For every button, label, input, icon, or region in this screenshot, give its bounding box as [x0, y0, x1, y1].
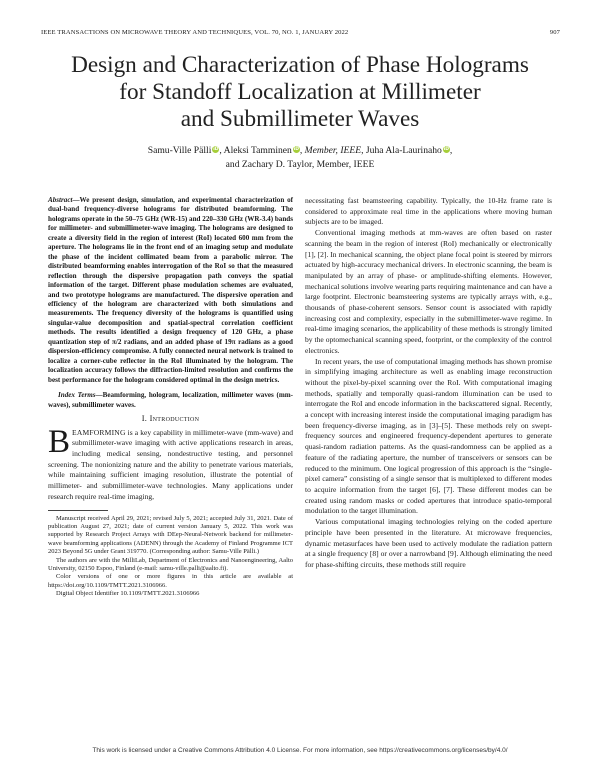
title-line-3: and Submillimeter Waves [180, 106, 420, 132]
footnotes [48, 515, 293, 599]
abstract [48, 196, 293, 385]
right-column [305, 196, 552, 571]
paragraph: Various computational imaging technologies relying on the coded aperture principle have been presented in the literature. At microwave frequencies, dynamic metasurfaces have been used to actively modulate the radiation pattern at a single frequency [8] or over a narrowband [9]. Although eliminating the need for phase-shifting circuits, these methods still require [305, 517, 552, 569]
orcid-icon[interactable]: iD [443, 147, 449, 152]
footnote-rule [48, 510, 108, 511]
license-footer: This work is licensed under a Creative Commons Attribution 4.0 License. For more information, see https://creativecommons.org/licenses/by/4.0/ [92, 747, 508, 754]
author-4: and Zachary D. Taylor, Member, IEEE [225, 158, 375, 170]
orcid-icon[interactable]: iD [293, 147, 299, 152]
section-title: Introduction [149, 413, 200, 423]
index-terms [48, 391, 293, 410]
author-1: Samu-Ville Pälli [147, 145, 212, 156]
footnote-affiliation: The authors are with the MilliLab, Department of Electronics and Nanoengineering, Aalto University, 02150 Espoo, Finland (e-mail: samu-ville.palli@aalto.fi). [48, 556, 293, 573]
abstract-label: Abstract [48, 196, 73, 204]
paper-title [20, 52, 580, 133]
page-number: 907 [549, 29, 560, 36]
paragraph: Conventional imaging methods at mm-waves are often based on raster scanning the beam in the region of interest (RoI) mechanically or electronically [1], [2]. In mechanical scanning, the object plane focal point is steered by mirrors actuated by high-accuracy mechanical drivers. In electronic scanning, the beam is manipulated by an array of phase- or amplitude-shifting elements. However, mechanical solutions involve wearing parts requiring maintenance and can have a large footprint. Electronic beamsteering systems are typically arrays with, e.g., thousands of phase-coherent sensors. Sensor count is associated with rapidly increasing cost and complexity, especially in the submillimeter-wave regime. In real-time imaging scenarios, the applicability of these methods is strongly limited by the optomechanical scanning speed, footprint, or the complexity of the control electronics. [305, 228, 552, 355]
author-2: Aleksi Tamminen [223, 145, 292, 156]
intro-paragraph [48, 423, 293, 503]
footnote-doi: Digital Object Identifier 10.1109/TMTT.2021.3106966 [56, 590, 200, 598]
author-3: , Juha Ala-Laurinaho [361, 145, 442, 156]
title-line-2: for Standoff Localization at Millimeter [119, 79, 481, 105]
section-heading [48, 414, 293, 425]
footnote-color: Color versions of one or more figures in this article are available at https://doi.org/10.1109/TMTT.2021.3106966. [48, 573, 293, 589]
author-2-membership: , Member, IEEE [299, 145, 362, 156]
section-number: I. [141, 413, 148, 423]
intro-first-word: EAMFORMING [72, 427, 126, 437]
abstract-text: —We present design, simulation, and experimental characterization of dual-band frequency-diverse holograms for distributed beamforming. The holograms operate in the 50–75 GHz (WR-15) and 220–330 GHz (WR-3.4) bands for millimeter- and submillimeter-wave imaging. The holograms are designed to create a diversity field in the region of interest (RoI) located 600 mm from the aperture. The holograms lie in the front end of an imaging setup and modulate the phase of the incident collimated beam from a parabolic mirror. The distributed beamforming enables interrogation of the RoI so that the measured reflection through the dispersive propagation path conveys the spatial information of the target. Different phase modulation schemes are evaluated, and two prototype holograms are manufactured. The dispersive operation and efficiency of the hologram are characterized with both simulations and measurements. The frequency diversity of the holograms is quantified using singular-value decomposition and spatial-spectral correlation coefficient methods. The results identified a design frequency of 120 GHz, a phase quantization step of π/2 radians, and an added phase of 19π radians as a good dispersion-efficiency compromise. A fully connected neural network is trained to localize a corner-cube reflector in the RoI illuminated by the hologram. The localization accuracy follows the diffraction-limited resolution and confirms the best performance for the hologram considered optimal in the design metrics. [48, 196, 293, 384]
index-terms-label: Index Terms [58, 391, 96, 400]
drop-cap: B [48, 423, 71, 460]
running-header [41, 29, 560, 36]
paragraph: In recent years, the use of computational imaging methods has shown promise in simplifying imaging architecture as well as enabling image reconstruction without the pixel-by-pixel scanning over the RoI. With computational imaging methods, spatially and temporally quasi-random illumination can be used to interrogate the RoI and encode information in the backscattered signal. Recently, a concept with increasing interest inside the computational imaging paradigm has been frequency-diverse imaging, as in [3]–[5]. These methods rely on swept-frequency sources and engineered frequency-dependent apertures to generate quasi-random radiation patterns. As the quasi-randomness can be applied as a feature of the radiating aperture, the number of transceivers or sensors can be reduced to the minimum. One logical progression of this approach is the “single-pixel camera” consisting of a single sensor that is multiplexed to different modes to acquire information from the target [6], [7]. These different modes can be created using random masks or coded apertures that introduce spatio-temporal modulation to the target illumination. [305, 356, 552, 516]
orcid-icon[interactable]: iD [213, 147, 219, 152]
author-list: Samu-Ville Pälli iD, Aleksi Tamminen iD, Member, IEEE, Juha Ala-Laurinaho iD, and Zachary D. Taylor, Member, IEEE [40, 144, 560, 171]
title-line-1: Design and Characterization of Phase Holograms [71, 52, 529, 78]
intro-text: is a key capability in millimeter-wave (mm-wave) and submillimeter-wave imaging with active applications research in areas, including medical sensing, nondestructive testing, and personnel screening. The nonionizing nature and the ability to penetrate various materials, while maintaining sufficient imaging resolution, illustrate the potential of millimeter- and submillimeter-wave technologies. Many applications under research require real-time imaging, [48, 427, 293, 501]
journal-name: IEEE TRANSACTIONS ON MICROWAVE THEORY AND TECHNIQUES, VOL. 70, NO. 1, JANUARY 2022 [41, 29, 349, 36]
paragraph: necessitating fast beamsteering capability. Typically, the 10-Hz frame rate is considered to approximate real time in the applications where moving human subjects are to be imaged. [305, 196, 552, 227]
footnote-received: Manuscript received April 29, 2021; revised July 5, 2021; accepted July 31, 2021. Date of publication August 27, 2021; date of current version January 5, 2022. This work was supported by Research Project Arrays with DEep-Neural-Network backend for millimeter-wave beamforming applications (ADENN) through the Academy of Finland Programme ICT 2023 Beyond 5G under Grant 319770. (Corresponding author: Samu-Ville Pälli.) [48, 514, 293, 556]
left-column [48, 196, 293, 599]
index-terms-text: —Beamforming, hologram, localization, millimeter waves (mm-waves), submillimeter waves. [48, 391, 294, 409]
